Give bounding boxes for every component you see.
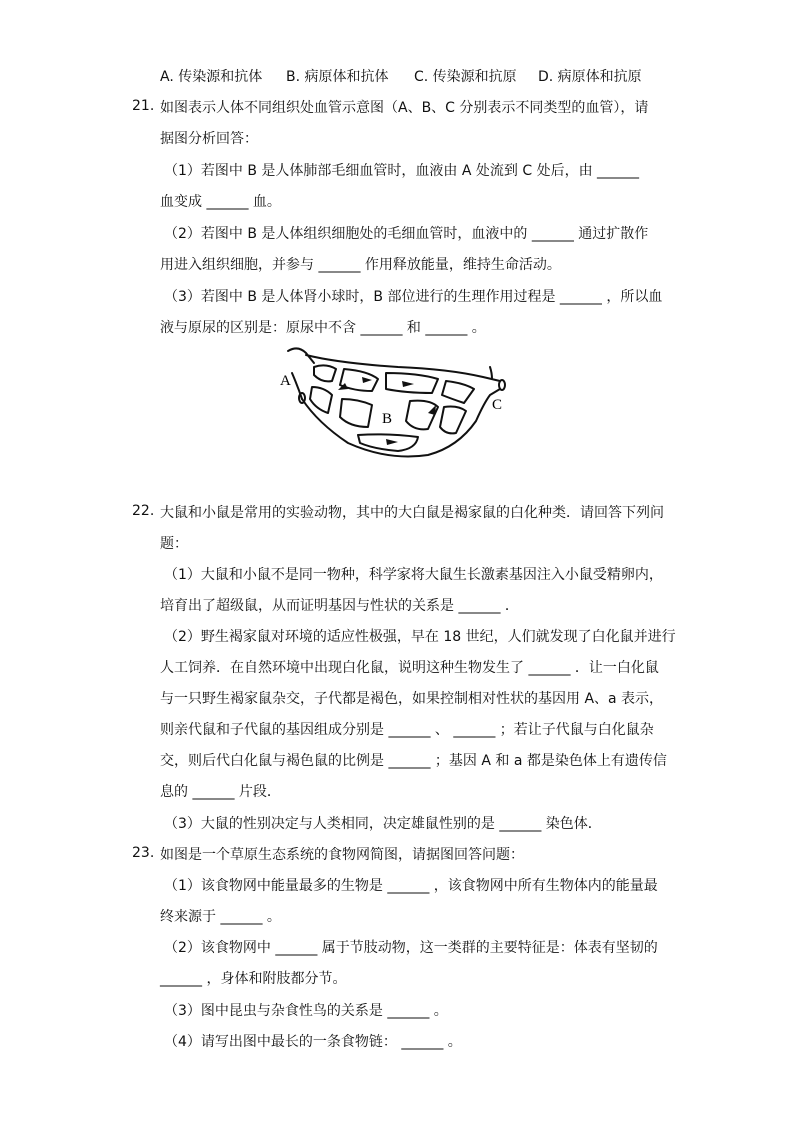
capillary-network-diagram (278, 343, 518, 463)
question-stem: 据图分析回答： (160, 131, 258, 147)
sub-question: 息的 ______ 片段． (160, 784, 281, 800)
option-c: C. 传染源和抗原 (414, 69, 517, 85)
sub-question: （1）若图中 B 是人体肺部毛细血管时，血液由 A 处流到 C 处后，由 ______ (164, 163, 640, 179)
sub-question: 用进入组织细胞，并参与 ______ 作用释放能量，维持生命活动。 (160, 257, 561, 273)
question-number: 21. (132, 98, 155, 114)
tissue-island (314, 365, 336, 381)
flow-arrow (386, 439, 398, 445)
sub-question: 终来源于 ______ 。 (160, 909, 281, 925)
tissue-island (386, 373, 438, 393)
sub-question: ______ ，身体和附肢都分节。 (160, 971, 347, 987)
sub-question: （3）若图中 B 是人体肾小球时，B 部位进行的生理作用过程是 ______ ，所以血 (164, 289, 663, 305)
sub-question: 血变成 ______ 血。 (160, 194, 281, 210)
sub-question: 交，则后代白化鼠与褐色鼠的比例是 ______ ；基因 A 和 a 都是染色体上有遗传信 (160, 753, 667, 769)
vessel-c-opening (499, 380, 505, 390)
label-a: A (280, 373, 291, 389)
sub-question: 与一只野生褐家鼠杂交，子代都是褐色，如果控制相对性状的基因用 A、a 表示， (160, 691, 664, 707)
blood-vessel-figure (278, 343, 518, 463)
question-stem: 如图表示人体不同组织处血管示意图（A、B、C 分别表示不同类型的血管），请 (160, 100, 649, 116)
sub-question: （1）该食物网中能量最多的生物是 ______ ，该食物网中所有生物体内的能量最 (164, 878, 658, 894)
option-d: D. 病原体和抗原 (538, 69, 642, 85)
flow-arrow (402, 381, 414, 387)
sub-question: 液与原尿的区别是：原尿中不含 ______ 和 ______ 。 (160, 320, 486, 336)
sub-question: （3）大鼠的性别决定与人类相同，决定雄鼠性别的是 ______ 染色体． (164, 816, 602, 832)
vessel-c-branch (490, 367, 492, 379)
tissue-island (406, 401, 438, 430)
question-number: 22. (132, 503, 155, 519)
vessel-a-lower (292, 373, 302, 399)
sub-question: （2）该食物网中 ______ 属于节肢动物，这一类群的主要特征是：体表有坚韧的 (164, 940, 658, 956)
label-b: B (382, 411, 393, 427)
question-number: 23. (132, 845, 155, 861)
sub-question: 人工饲养．在自然环境中出现白化鼠，说明这种生物发生了 ______ ．让一白化鼠 (160, 660, 659, 676)
flow-arrow (362, 377, 372, 383)
question-stem: 大鼠和小鼠是常用的实验动物，其中的大白鼠是褐家鼠的白化种类．请回答下列问 (160, 505, 664, 521)
question-stem: 题： (160, 536, 188, 552)
flow-arrow (428, 405, 436, 415)
option-a: A. 传染源和抗体 (160, 69, 263, 85)
sub-question: （2）若图中 B 是人体组织细胞处的毛细血管时，血液中的 ______ 通过扩散作 (164, 226, 649, 242)
label-c: C (492, 397, 503, 413)
tissue-island (440, 407, 466, 434)
sub-question: （4）请写出图中最长的一条食物链： ______ 。 (164, 1034, 462, 1050)
option-b: B. 病原体和抗体 (286, 69, 389, 85)
tissue-island (340, 399, 372, 427)
sub-question: 培育出了超级鼠，从而证明基因与性状的关系是 ______ ． (160, 598, 519, 614)
sub-question: 则亲代鼠和子代鼠的基因组成分别是 ______ 、 ______ ；若让子代鼠与白化鼠杂 (160, 722, 654, 738)
sub-question: （2）野生褐家鼠对环境的适应性极强，早在 18 世纪，人们就发现了白化鼠并进行 (164, 629, 676, 645)
sub-question: （1）大鼠和小鼠不是同一物种，科学家将大鼠生长激素基因注入小鼠受精卵内， (164, 567, 663, 583)
sub-question: （3）图中昆虫与杂食性鸟的关系是 ______ 。 (164, 1003, 448, 1019)
tissue-island (310, 387, 332, 413)
question-stem: 如图是一个草原生态系统的食物网简图，请据图回答问题： (160, 847, 524, 863)
tissue-island (442, 381, 474, 403)
